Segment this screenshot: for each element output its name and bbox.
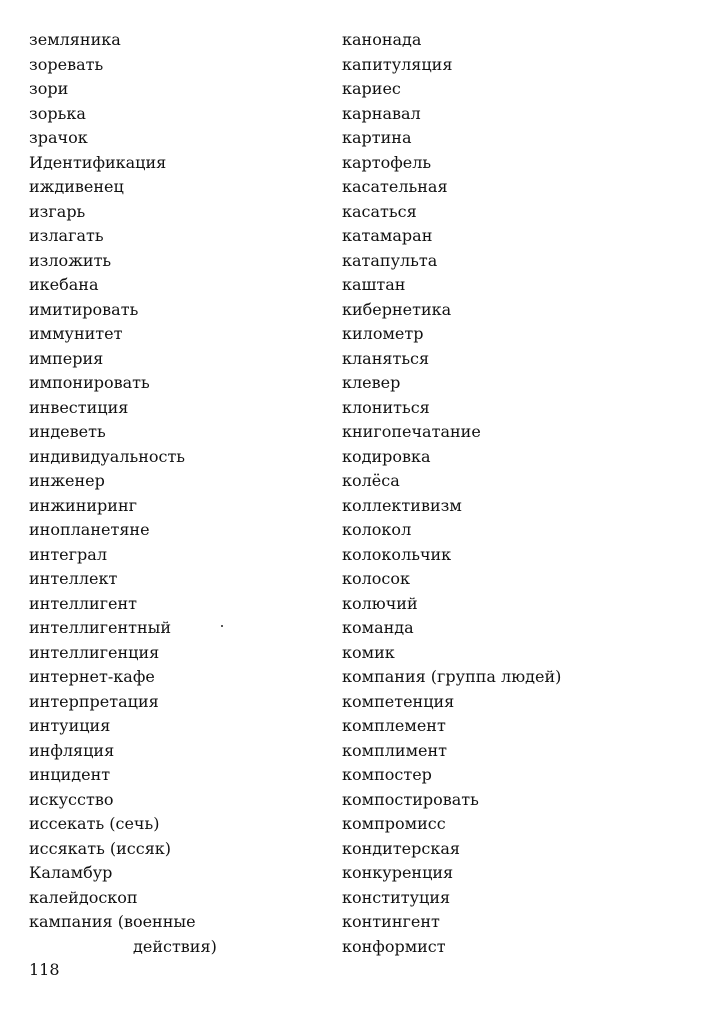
word-entry: калейдоскоп	[29, 887, 138, 907]
word-entry: комплимент	[342, 740, 447, 760]
word-list-left	[29, 28, 329, 959]
word-entry: империя	[29, 348, 104, 368]
word-entry: инопланетяне	[29, 520, 150, 539]
print-speck	[221, 625, 223, 627]
word-entry: касаться	[342, 201, 417, 221]
word-entry: комплемент	[342, 716, 446, 735]
word-entry: конституция	[342, 887, 451, 907]
word-entry: иссекать (сечь)	[29, 814, 160, 833]
word-entry: интеллект	[29, 569, 118, 588]
word-entry: инвестиция	[29, 397, 129, 417]
word-entry: инцидент	[29, 765, 111, 784]
word-entry: интуиция	[29, 716, 111, 735]
word-entry: комик	[342, 642, 395, 662]
word-entry: интеграл	[29, 544, 107, 564]
word-entry: колючий	[342, 593, 418, 613]
word-entry: зрачок	[29, 128, 88, 147]
word-entry: интернет-кафе	[29, 667, 155, 686]
word-entry: интеллигент	[29, 593, 138, 613]
word-entry: кибернетика	[342, 299, 452, 319]
word-entry: капитуляция	[342, 54, 453, 74]
word-entry: контингент	[342, 912, 440, 931]
page-number: 118	[29, 960, 60, 979]
word-entry: инфляция	[29, 740, 115, 760]
word-entry: кланяться	[342, 348, 430, 368]
word-entry: компромисс	[342, 814, 446, 833]
word-entry: интеллигенция	[29, 642, 160, 662]
word-entry: иждивенец	[29, 177, 124, 196]
word-entry: коллективизм	[342, 495, 462, 515]
word-entry: Каламбур	[29, 863, 113, 882]
word-entry: колёса	[342, 471, 400, 490]
word-entry: земляника	[29, 30, 121, 49]
word-entry: клевер	[342, 373, 401, 392]
word-entry: каштан	[342, 275, 406, 294]
word-entry: кампания (военные	[29, 912, 196, 931]
word-entry: карнавал	[342, 103, 421, 123]
word-entry: кодировка	[342, 446, 431, 466]
word-entry: касательная	[342, 177, 448, 196]
word-entry: конкуренция	[342, 863, 454, 882]
word-entry: изложить	[29, 250, 112, 270]
word-entry: конформист	[342, 936, 446, 956]
word-list-right	[342, 28, 702, 959]
word-entry: канонада	[342, 30, 422, 49]
word-entry: километр	[342, 324, 424, 343]
word-entry: иссякать (иссяк)	[29, 838, 172, 858]
word-entry: интеллигентный	[29, 618, 172, 637]
word-entry: зоревать	[29, 54, 104, 74]
word-entry: колокол	[342, 520, 412, 539]
word-entry: зори	[29, 79, 69, 98]
word-entry: излагать	[29, 226, 104, 245]
word-entry: катапульта	[342, 250, 438, 270]
word-entry: Идентификация	[29, 152, 167, 172]
word-entry: иммунитет	[29, 324, 123, 343]
word-entry: интерпретация	[29, 691, 159, 711]
word-entry: команда	[342, 618, 414, 637]
word-entry: инженер	[29, 471, 105, 490]
word-entry-continuation: действия)	[133, 936, 217, 956]
word-entry: индивидуальность	[29, 446, 186, 466]
word-entry: колосок	[342, 569, 411, 588]
word-entry: искусство	[29, 789, 114, 809]
word-entry: компания (группа людей)	[342, 667, 562, 686]
word-entry: компостировать	[342, 789, 479, 809]
word-entry: икебана	[29, 275, 99, 294]
word-entry: катамаран	[342, 226, 433, 245]
word-entry: картофель	[342, 152, 432, 172]
word-entry: импонировать	[29, 373, 150, 392]
word-entry: колокольчик	[342, 544, 452, 564]
word-entry: компетенция	[342, 691, 455, 711]
word-entry: изгарь	[29, 201, 86, 221]
word-entry: клониться	[342, 397, 430, 417]
word-entry: индеветь	[29, 422, 106, 441]
word-entry: инжиниринг	[29, 495, 137, 515]
word-entry: зорька	[29, 103, 86, 123]
word-entry: книгопечатание	[342, 422, 481, 441]
word-entry: компостер	[342, 765, 432, 784]
word-entry: имитировать	[29, 299, 139, 319]
word-entry: картина	[342, 128, 412, 147]
word-entry: кондитерская	[342, 838, 460, 858]
word-entry: кариес	[342, 79, 401, 98]
